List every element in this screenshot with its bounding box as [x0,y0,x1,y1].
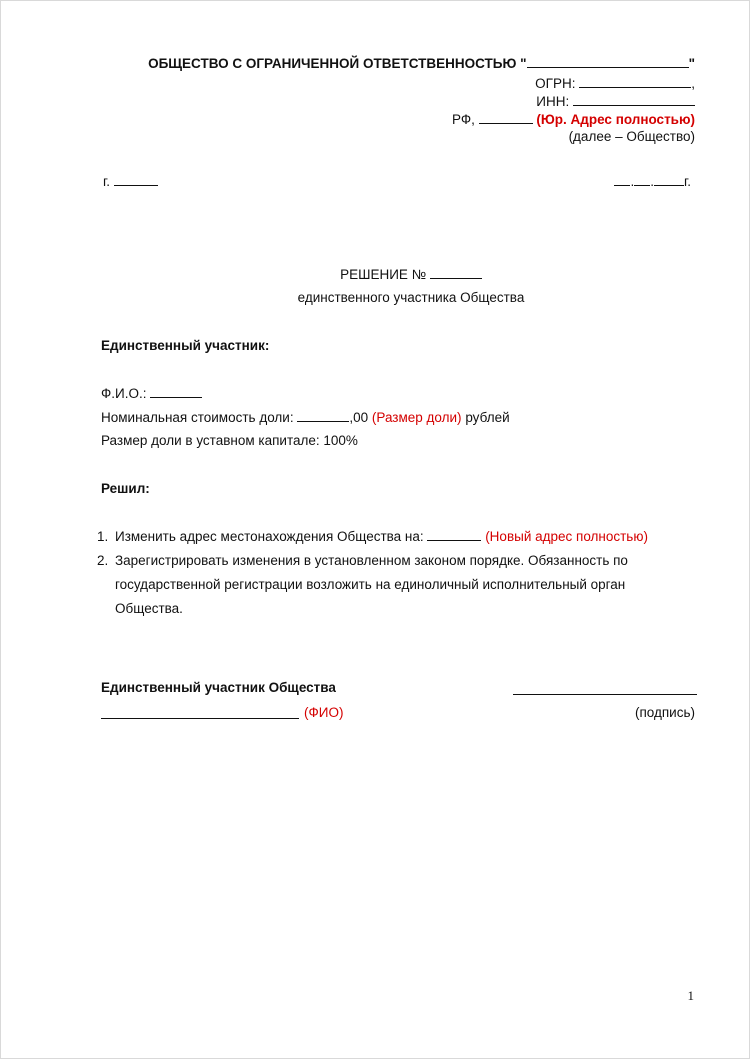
fio-hint: (ФИО) [304,705,344,720]
date-sep-1: . [630,174,635,189]
nominal-blank [297,409,349,422]
share-size-line: Размер доли в уставном капитале: 100% [101,433,358,448]
resolution-heading: Решил: [101,481,150,496]
address-hint: (Юр. Адрес полностью) [536,112,695,127]
page-number: 1 [687,988,694,1003]
decision-subtitle: единственного участника Общества [297,290,525,305]
hereinafter-line: (далее – Общество) [568,129,695,144]
company-prefix: ОБЩЕСТВО С ОГРАНИЧЕННОЙ ОТВЕТСТВЕННОСТЬЮ " [148,56,527,71]
fio-signature-line [101,718,299,719]
participant-heading: Единственный участник: [101,338,270,353]
fio-blank [150,385,202,398]
ogrn-blank [579,75,691,88]
date-year-blank [654,173,684,186]
company-name-line [148,55,695,71]
address-blank [479,111,533,124]
item-number: 1. [97,529,109,544]
new-address-hint: (Новый адрес полностью) [485,529,648,544]
date-month-blank [634,173,650,186]
decision-number-blank [430,266,482,279]
resolution-item-1 [97,525,697,549]
date-line [614,173,691,189]
decision-label: РЕШЕНИЕ № [340,267,427,282]
nominal-value-line [101,409,510,425]
item-text: Изменить адрес местонахождения Общества на: [115,529,424,544]
ogrn-line [535,75,695,91]
fio-line [101,385,202,401]
new-address-blank [427,528,481,541]
city-label: г. [103,174,111,189]
nominal-label: Номинальная стоимость доли: [101,410,294,425]
item-number: 2. [97,553,109,568]
ogrn-suffix: , [691,76,695,91]
signature-label: Единственный участник Общества [101,680,336,695]
resolution-item-2 [97,549,670,621]
decision-title [1,266,750,282]
date-suffix: г. [683,174,691,189]
inn-line [536,93,695,109]
resolution-list [97,525,697,621]
nominal-currency: рублей [465,410,510,425]
inn-blank [573,93,695,106]
signature-caption: (подпись) [634,705,695,720]
ogrn-label: ОГРН: [535,76,576,91]
date-day-blank [614,173,630,186]
nominal-kopecks: ,00 [349,410,369,425]
date-sep-2: . [650,174,654,189]
city-blank [114,173,158,186]
inn-label: ИНН: [536,94,570,109]
signature-line [513,694,697,695]
company-suffix: " [688,56,695,71]
item-text: Зарегистрировать изменения в установленном законом порядке. Обязанность по государственной регистрации возложить на единоличный исполнительный орган Общества. [115,553,628,616]
company-name-blank [527,55,689,68]
city-line [103,173,158,189]
nominal-hint: (Размер доли) [371,410,462,425]
fio-label: Ф.И.О.: [101,386,147,401]
address-prefix: РФ, [451,112,475,127]
address-line [452,111,695,127]
